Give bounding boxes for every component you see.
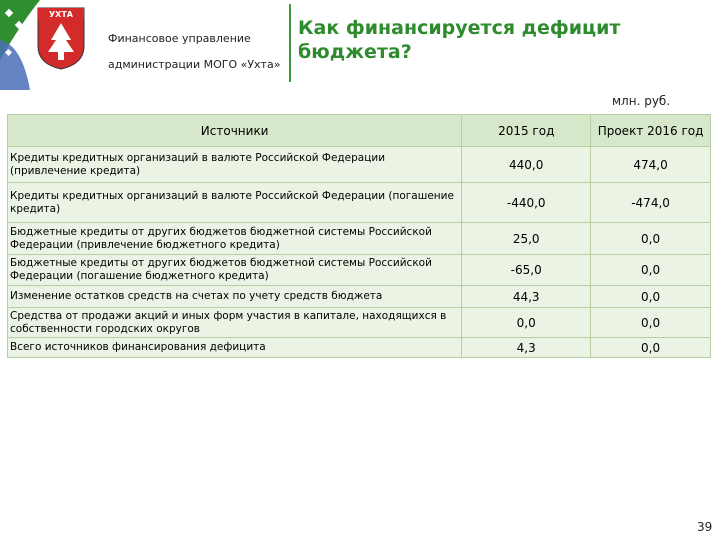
- page-title: Как финансируется дефицит бюджета?: [298, 17, 621, 63]
- row-value-2016: 0,0: [591, 255, 711, 286]
- row-source: Бюджетные кредиты от других бюджетов бюджетной системы Российской Федерации (погашение бюджетного кредита): [8, 255, 462, 286]
- row-source: Средства от продажи акций и иных форм участия в капитале, находящихся в собственности городских округов: [8, 308, 462, 338]
- org-name-line2: администрации МОГО «Ухта»: [108, 58, 281, 71]
- header-2016: Проект 2016 год: [591, 115, 711, 147]
- row-value-2015: 0,0: [462, 308, 591, 338]
- row-value-2016: 0,0: [591, 338, 711, 358]
- row-source: Изменение остатков средств на счетах по учету средств бюджета: [8, 286, 462, 308]
- units-label: млн. руб.: [612, 94, 671, 108]
- table-row: [8, 255, 711, 286]
- table-row: [8, 286, 711, 308]
- logo-text: УХТА: [49, 10, 73, 19]
- row-value-2015: 440,0: [462, 147, 591, 183]
- table-row: [8, 183, 711, 223]
- header-sources: Источники: [8, 115, 462, 147]
- table-row: [8, 147, 711, 183]
- table-row: [8, 338, 711, 358]
- org-name-line1: Финансовое управление: [108, 32, 251, 45]
- row-value-2015: -440,0: [462, 183, 591, 223]
- table-header-row: [8, 115, 711, 147]
- row-value-2016: 0,0: [591, 286, 711, 308]
- row-source: Кредиты кредитных организаций в валюте Российской Федерации (привлечение кредита): [8, 147, 462, 183]
- row-value-2015: 4,3: [462, 338, 591, 358]
- financing-sources-table: [7, 114, 711, 358]
- header-2015: 2015 год: [462, 115, 591, 147]
- table-row: [8, 308, 711, 338]
- row-value-2015: -65,0: [462, 255, 591, 286]
- table-row: [8, 223, 711, 255]
- row-source: Всего источников финансирования дефицита: [8, 338, 462, 358]
- row-source: Кредиты кредитных организаций в валюте Российской Федерации (погашение кредита): [8, 183, 462, 223]
- row-value-2016: 0,0: [591, 223, 711, 255]
- row-value-2016: -474,0: [591, 183, 711, 223]
- city-emblem-logo: [36, 6, 86, 70]
- row-source: Бюджетные кредиты от других бюджетов бюджетной системы Российской Федерации (привлечение бюджетного кредита): [8, 223, 462, 255]
- row-value-2015: 25,0: [462, 223, 591, 255]
- header-divider: [289, 4, 291, 82]
- row-value-2016: 474,0: [591, 147, 711, 183]
- row-value-2016: 0,0: [591, 308, 711, 338]
- row-value-2015: 44,3: [462, 286, 591, 308]
- page-number: 39: [697, 520, 713, 534]
